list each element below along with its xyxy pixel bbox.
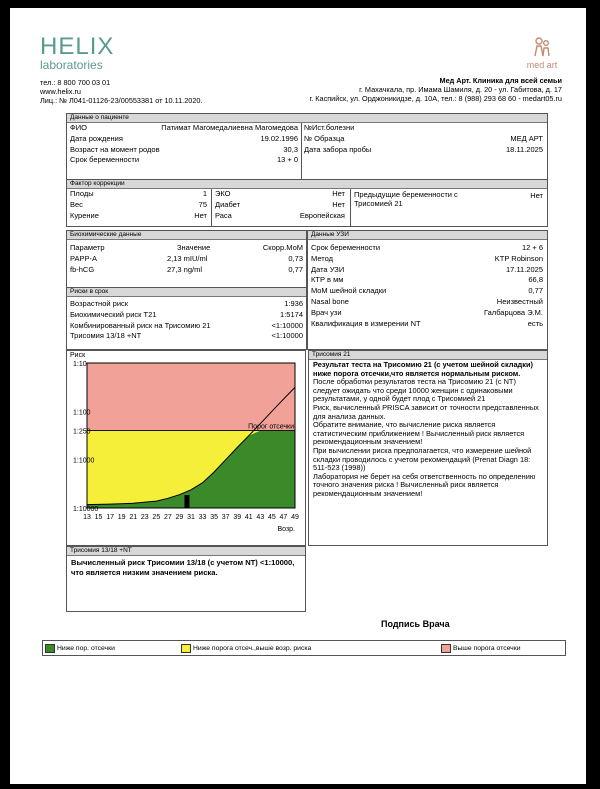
sample-date-label: Дата забора пробы	[304, 144, 372, 154]
risk-chart	[66, 350, 306, 546]
fio-value: Патимат Магомедалиевна Магомедова	[161, 123, 298, 132]
x-tick-label: 37	[221, 514, 230, 521]
diabetes-label: Диабет	[215, 199, 241, 209]
diabetes-value: Нет	[332, 199, 345, 209]
medart-logo	[522, 36, 562, 70]
uzi-row	[308, 319, 547, 330]
qualification-label: Квалификация в измерении NT	[311, 318, 421, 328]
nasal-label: Nasal bone	[311, 296, 349, 306]
dob-label: Дата рождения	[70, 133, 123, 143]
biochem-param: fb-hCG	[70, 264, 95, 274]
fetuses-value: 1	[202, 189, 207, 198]
medart-logo-icon	[531, 36, 553, 58]
y-tick-label: 1:10000	[73, 506, 99, 513]
lab-phone: тел.: 8 800 700 03 01	[40, 78, 111, 87]
uzi-row	[308, 254, 547, 265]
biochem-risk-value: 1:5174	[280, 309, 303, 319]
risks-section	[66, 287, 307, 350]
legend-swatch-green	[45, 644, 55, 653]
t21-title: Трисомия 21	[309, 351, 547, 360]
uzi-row	[308, 297, 547, 308]
legend-swatch-pink	[441, 644, 451, 653]
term-label: Срок беременности	[70, 155, 140, 165]
nasal-value: Неизвестный	[496, 296, 543, 306]
risk-chart-svg	[67, 351, 305, 545]
uzi-row	[308, 243, 547, 254]
biochem-risk-label: Биохимический риск Т21	[70, 309, 157, 319]
t21-conclusion: Результат теста на Трисомию 21 (с учетом шейной складки) ниже порога отсечки,что является нормальным риском.	[313, 360, 533, 378]
legend-high: Выше порога отсечки	[441, 644, 521, 653]
prev-label: Предыдущие беременности с Трисомией 21	[354, 190, 458, 208]
patient-marker	[184, 495, 189, 508]
correction-section	[66, 179, 548, 227]
prev-value: Нет	[530, 191, 543, 200]
doctor-signature: Подпись Врача	[381, 619, 450, 629]
biochem-row	[67, 265, 306, 276]
doctor-label: Врач узи	[311, 307, 342, 317]
biochem-mom: 0,77	[288, 264, 303, 274]
row-term	[67, 155, 547, 166]
risk-row	[67, 310, 306, 321]
legend-swatch-yellow	[181, 644, 191, 653]
lab-contacts	[40, 78, 202, 105]
report-page	[10, 8, 586, 784]
correction-section-title: Фактор коррекции	[67, 180, 547, 189]
uzi-section-title: Данные УЗИ	[308, 231, 547, 240]
nt-mom-value: 0,77	[528, 286, 543, 296]
weight-label: Вес	[70, 199, 83, 209]
risks-section-title: Риски в срок	[67, 288, 306, 297]
clinic-address-1: г. Махачкала, пр. Имама Шамиля, д. 20 - ул. Габитова, д. 17	[359, 85, 562, 94]
row-fetuses	[67, 189, 547, 200]
risk-row	[67, 331, 306, 342]
x-tick-label: 29	[175, 514, 184, 521]
ktr-label: КТР в мм	[311, 275, 344, 285]
fetuses-label: Плоды	[70, 189, 94, 198]
row-dob	[67, 134, 547, 145]
legend-mid: Ниже порога отсеч.,выше возр. риска	[181, 644, 311, 653]
uzi-section	[307, 230, 548, 350]
uzi-term-value: 12 + 6	[521, 243, 543, 252]
patient-section-title: Данные о пациенте	[67, 114, 547, 123]
biochem-value: 2,13 mIU/ml	[167, 253, 208, 263]
uzi-method-label: Метод	[311, 253, 333, 263]
medart-logo-text: med art	[526, 60, 558, 70]
race-label: Раса	[215, 210, 232, 220]
race-value: Европейская	[299, 210, 345, 220]
uzi-term-label: Срок беременности	[311, 243, 381, 252]
x-tick-label: 43	[256, 514, 265, 521]
legend-low: Ниже пор. отсечки	[45, 644, 115, 653]
biochem-param: PAPP-A	[70, 253, 97, 263]
history-label: №Ист.болезни	[304, 123, 355, 132]
lab-license: Лиц.: № Л041-01126-23/00553381 от 10.11.2020.	[40, 96, 203, 105]
helix-logo	[40, 33, 115, 72]
chart-title: Риск	[70, 352, 86, 359]
qualification-value: есть	[527, 318, 543, 328]
x-tick-label: 33	[198, 514, 207, 521]
lab-site: www.helix.ru	[40, 87, 81, 96]
biochem-section	[66, 230, 307, 288]
row-fio	[67, 123, 547, 134]
t21-explanation: После обработки результатов теста на Трисомию 21 (с NT) следует ожидать что среди 10000 женщин с одинаковыми результатами, у одной будет плод с Трисомией 21 Риск, вычисленный PRISCA зависит от точности представленных для анализа данных. Обратите внимание, что вычисление риска является статистическим приближением ! Вычисленный риск является рекомендационным значением! При вычислении риска предполагается, что измерение шейной складки проводилось с учетом рекомендаций (Prenat Diagn 18: 511-523 (1998)) Лаборатория не берет на себя ответственность по определению точного значения риска ! Вычисленный риск является рекомендационным значением!	[313, 377, 539, 498]
smoking-label: Курение	[70, 210, 99, 220]
uzi-date-value: 17.11.2025	[506, 264, 543, 274]
sample-label: № Образца	[304, 133, 345, 143]
row-smoking	[67, 211, 547, 222]
uzi-date-label: Дата УЗИ	[311, 264, 345, 274]
uzi-row	[308, 275, 547, 286]
logo-sub: laboratories	[40, 58, 103, 72]
uzi-row	[308, 308, 547, 319]
eko-value: Нет	[332, 189, 345, 198]
col-mom: Скорр.МоМ	[262, 243, 303, 252]
t1318-text: Вычисленный риск Трисомии 13/18 (с учетом NT) <1:10000, что является низким значением риска.	[71, 558, 295, 577]
t1318-risk-label: Трисомия 13/18 +NT	[70, 331, 142, 341]
smoking-value: Нет	[194, 210, 207, 220]
row-weight	[67, 200, 547, 211]
eko-label: ЭКО	[215, 189, 231, 198]
risk-row	[67, 321, 306, 332]
weight-value: 75	[198, 199, 207, 209]
biochem-section-title: Биохимические данные	[67, 231, 306, 240]
age-value: 30,3	[283, 144, 298, 154]
x-tick-label: 15	[94, 514, 103, 521]
ktr-value: 66,8	[528, 275, 543, 285]
patient-section	[66, 113, 548, 180]
uzi-row	[308, 286, 547, 297]
x-tick-label: 17	[106, 514, 115, 521]
x-tick-label: 39	[233, 514, 242, 521]
x-tick-label: 35	[210, 514, 219, 521]
t21-result-section	[308, 350, 548, 546]
x-tick-label: 27	[163, 514, 172, 521]
cutoff-label: Порог отсечки	[248, 423, 294, 431]
logo-main: HELIX	[40, 33, 115, 60]
x-tick-label: 19	[117, 514, 126, 521]
x-tick-label: 13	[83, 514, 91, 521]
clinic-address-2: г. Каспийск, ул. Орджоникидзе, д. 10А, тел.: 8 (988) 293 68 60 - medart05.ru	[309, 94, 562, 103]
x-tick-label: 21	[129, 514, 138, 521]
t1318-risk-value: <1:10000	[271, 331, 303, 341]
x-tick-label: 49	[291, 514, 299, 521]
sample-value: МЕД АРТ	[510, 133, 543, 143]
uzi-row	[308, 265, 547, 276]
nt-mom-label: MoM шейной складки	[311, 286, 387, 296]
y-tick-label: 1:10	[73, 361, 87, 368]
legend	[42, 640, 566, 656]
age-risk-value: 1:936	[284, 299, 303, 308]
combined-risk-label: Комбинированный риск на Трисомию 21	[70, 320, 211, 330]
x-tick-label: 25	[152, 514, 161, 521]
biochem-header-row	[67, 243, 306, 254]
x-tick-label: 23	[140, 514, 149, 521]
x-axis-label: Возр.	[277, 526, 295, 533]
biochem-row	[67, 254, 306, 265]
sample-date-value: 18.11.2025	[506, 144, 543, 154]
x-tick-label: 41	[244, 514, 253, 521]
combined-risk-value: <1:10000	[271, 320, 303, 330]
biochem-value: 27,3 ng/ml	[167, 264, 203, 274]
biochem-mom: 0,73	[288, 253, 303, 263]
term-value: 13 + 0	[276, 155, 298, 165]
col-param: Параметр	[70, 243, 105, 252]
age-risk-label: Возрастной риск	[70, 299, 129, 308]
x-tick-label: 31	[187, 514, 195, 521]
t1318-title: Трисомия 13/18 +NT	[67, 547, 305, 556]
dob-value: 19.02.1996	[260, 133, 298, 143]
age-label: Возраст на момент родов	[70, 144, 160, 154]
col-value: Значение	[177, 243, 211, 252]
y-tick-label: 1:1000	[73, 457, 95, 465]
doctor-value: Галбарцова Э.М.	[484, 307, 543, 317]
uzi-method-value: KTP Robinson	[494, 253, 543, 263]
x-tick-label: 45	[267, 514, 276, 521]
row-age	[67, 145, 547, 156]
fio-label: ФИО	[70, 123, 87, 132]
clinic-name: Мед Арт. Клиника для всей семьи	[439, 76, 562, 85]
clinic-info	[309, 76, 562, 103]
x-tick-label: 47	[279, 514, 288, 521]
risk-row	[67, 299, 306, 310]
y-tick-label: 1:100	[73, 409, 91, 417]
t1318-section	[66, 546, 306, 612]
y-tick-label: 1:250	[73, 428, 91, 436]
